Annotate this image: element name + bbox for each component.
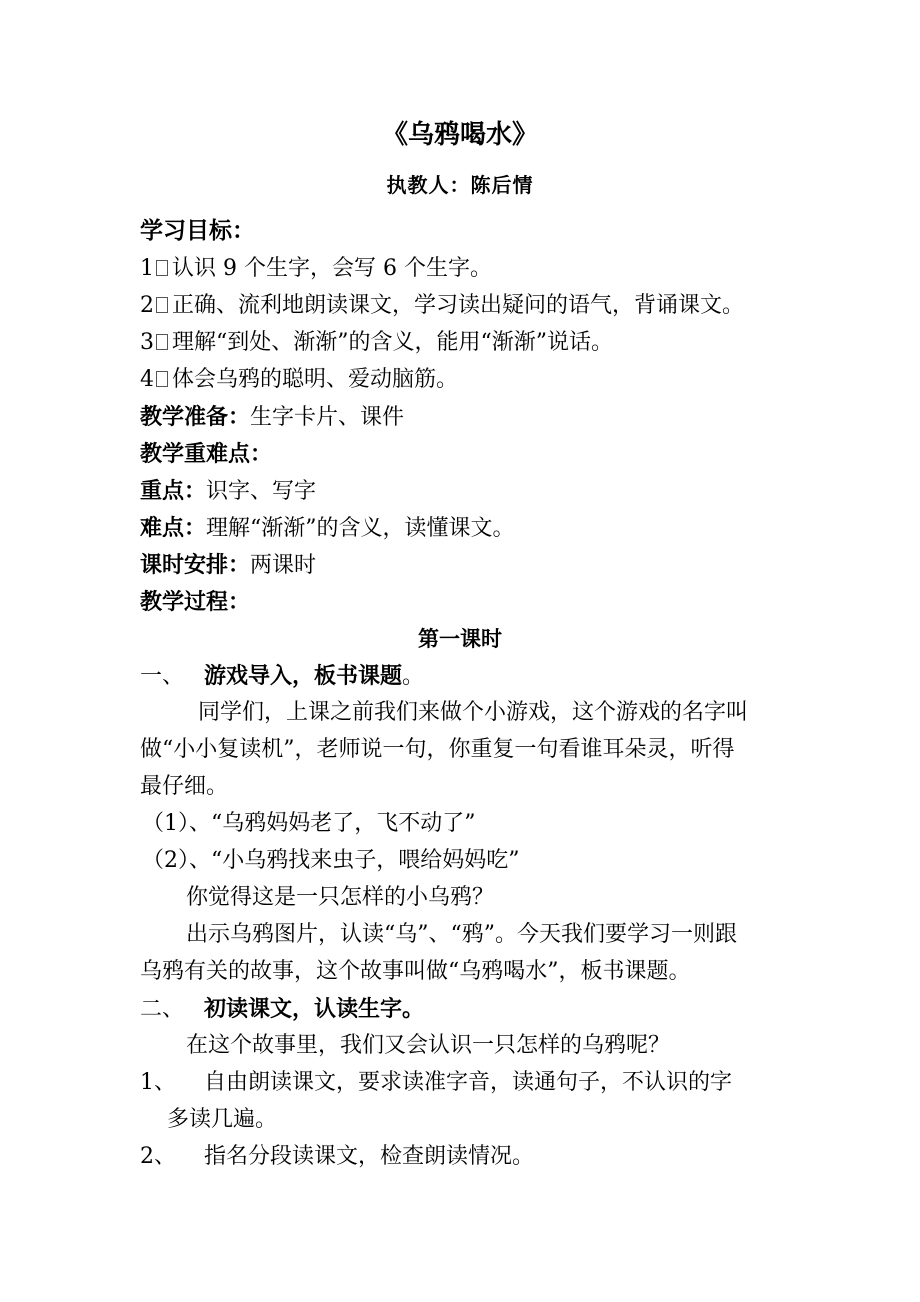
paragraph-line: 同学们，上课之前我们来做个小游戏，这个游戏的名字叫 [198,700,749,725]
schedule-line [140,552,316,579]
list-item-1 [140,1070,732,1096]
objective-text: 体会乌鸦的聪明、爱动脑筋。 [172,367,459,392]
section-title: 初读课文，认读生字。 [204,996,425,1022]
hard-label: 难点： [140,515,207,541]
objective-item-1 [140,256,492,282]
doc-title: 《乌鸦喝水》 [381,120,538,150]
missing-glyph-box-icon [156,334,168,350]
objective-number: 3 [140,330,154,355]
list-item-text: 指名分段读课文，检查朗读情况。 [204,1144,535,1169]
section-number: 一、 [140,664,185,689]
missing-glyph-box-icon [156,297,168,313]
paragraph-line: 乌鸦有关的故事，这个故事叫做“乌鸦喝水”，板书课题。 [140,959,691,984]
objective-number: 1 [140,256,154,281]
section-2-intro: 在这个故事里，我们又会认识一只怎样的乌鸦呢？ [186,1033,671,1058]
prep-line [140,404,404,431]
list-item-text: 自由朗读课文，要求读准字音，读通句子，不认识的字 [204,1070,733,1095]
paragraph-line: 出示乌鸦图片，认读“乌”、“鸦”。今天我们要学习一则跟 [186,922,737,947]
prep-label: 教学准备： [140,404,251,430]
schedule-value: 两课时 [250,553,317,578]
key-label: 重点： [140,478,207,504]
objective-item-4 [140,367,458,393]
section-2-heading [140,996,424,1023]
section-number: 二、 [140,997,185,1022]
objective-text: 正确、流利地朗读课文，学习读出疑问的语气，背诵课文。 [172,293,745,318]
quote-line-1: （1）、“乌鸦妈妈老了，飞不动了” [142,811,476,836]
quote-line-2: （2）、“小乌鸦找来虫子，喂给妈妈吃” [142,848,520,873]
question-line: 你觉得这是一只怎样的小乌鸦？ [186,885,495,910]
process-heading: 教学过程： [140,589,251,615]
prep-value: 生字卡片、课件 [250,405,405,430]
paragraph-line: 最仔细。 [140,774,229,799]
list-item-number: 2、 [140,1144,176,1169]
objectives-heading: 学习目标： [140,217,255,244]
list-item-1-continued: 多读几遍。 [167,1107,278,1132]
paragraph-line: 做“小小复读机”，老师说一句，你重复一句看谁耳朵灵，听得 [140,737,735,762]
key-value: 识字、写字 [206,479,317,504]
objective-number: 4 [140,367,154,392]
section-1-heading [140,663,424,690]
schedule-label: 课时安排： [140,552,251,578]
difficulty-heading: 教学重难点： [140,441,273,467]
hard-point-line [140,515,515,542]
missing-glyph-box-icon [156,260,168,276]
list-item-2 [140,1144,534,1170]
objective-text: 认识 9 个生字，会写 6 个生字。 [172,256,492,281]
objective-text: 理解“到处、渐渐”的含义，能用“渐渐”说话。 [172,330,613,355]
objective-item-2 [140,293,744,319]
key-point-line [140,478,316,505]
objective-number: 2 [140,293,154,318]
section-title-end: 。 [402,664,425,689]
lesson-heading: 第一课时 [418,626,502,651]
author-line: 执教人：陈后情 [386,173,534,197]
objective-item-3 [140,330,613,356]
section-title: 游戏导入，板书课题 [204,663,403,689]
hard-value: 理解“渐渐”的含义，读懂课文。 [206,516,515,541]
missing-glyph-box-icon [156,371,168,387]
list-item-number: 1、 [140,1070,176,1095]
